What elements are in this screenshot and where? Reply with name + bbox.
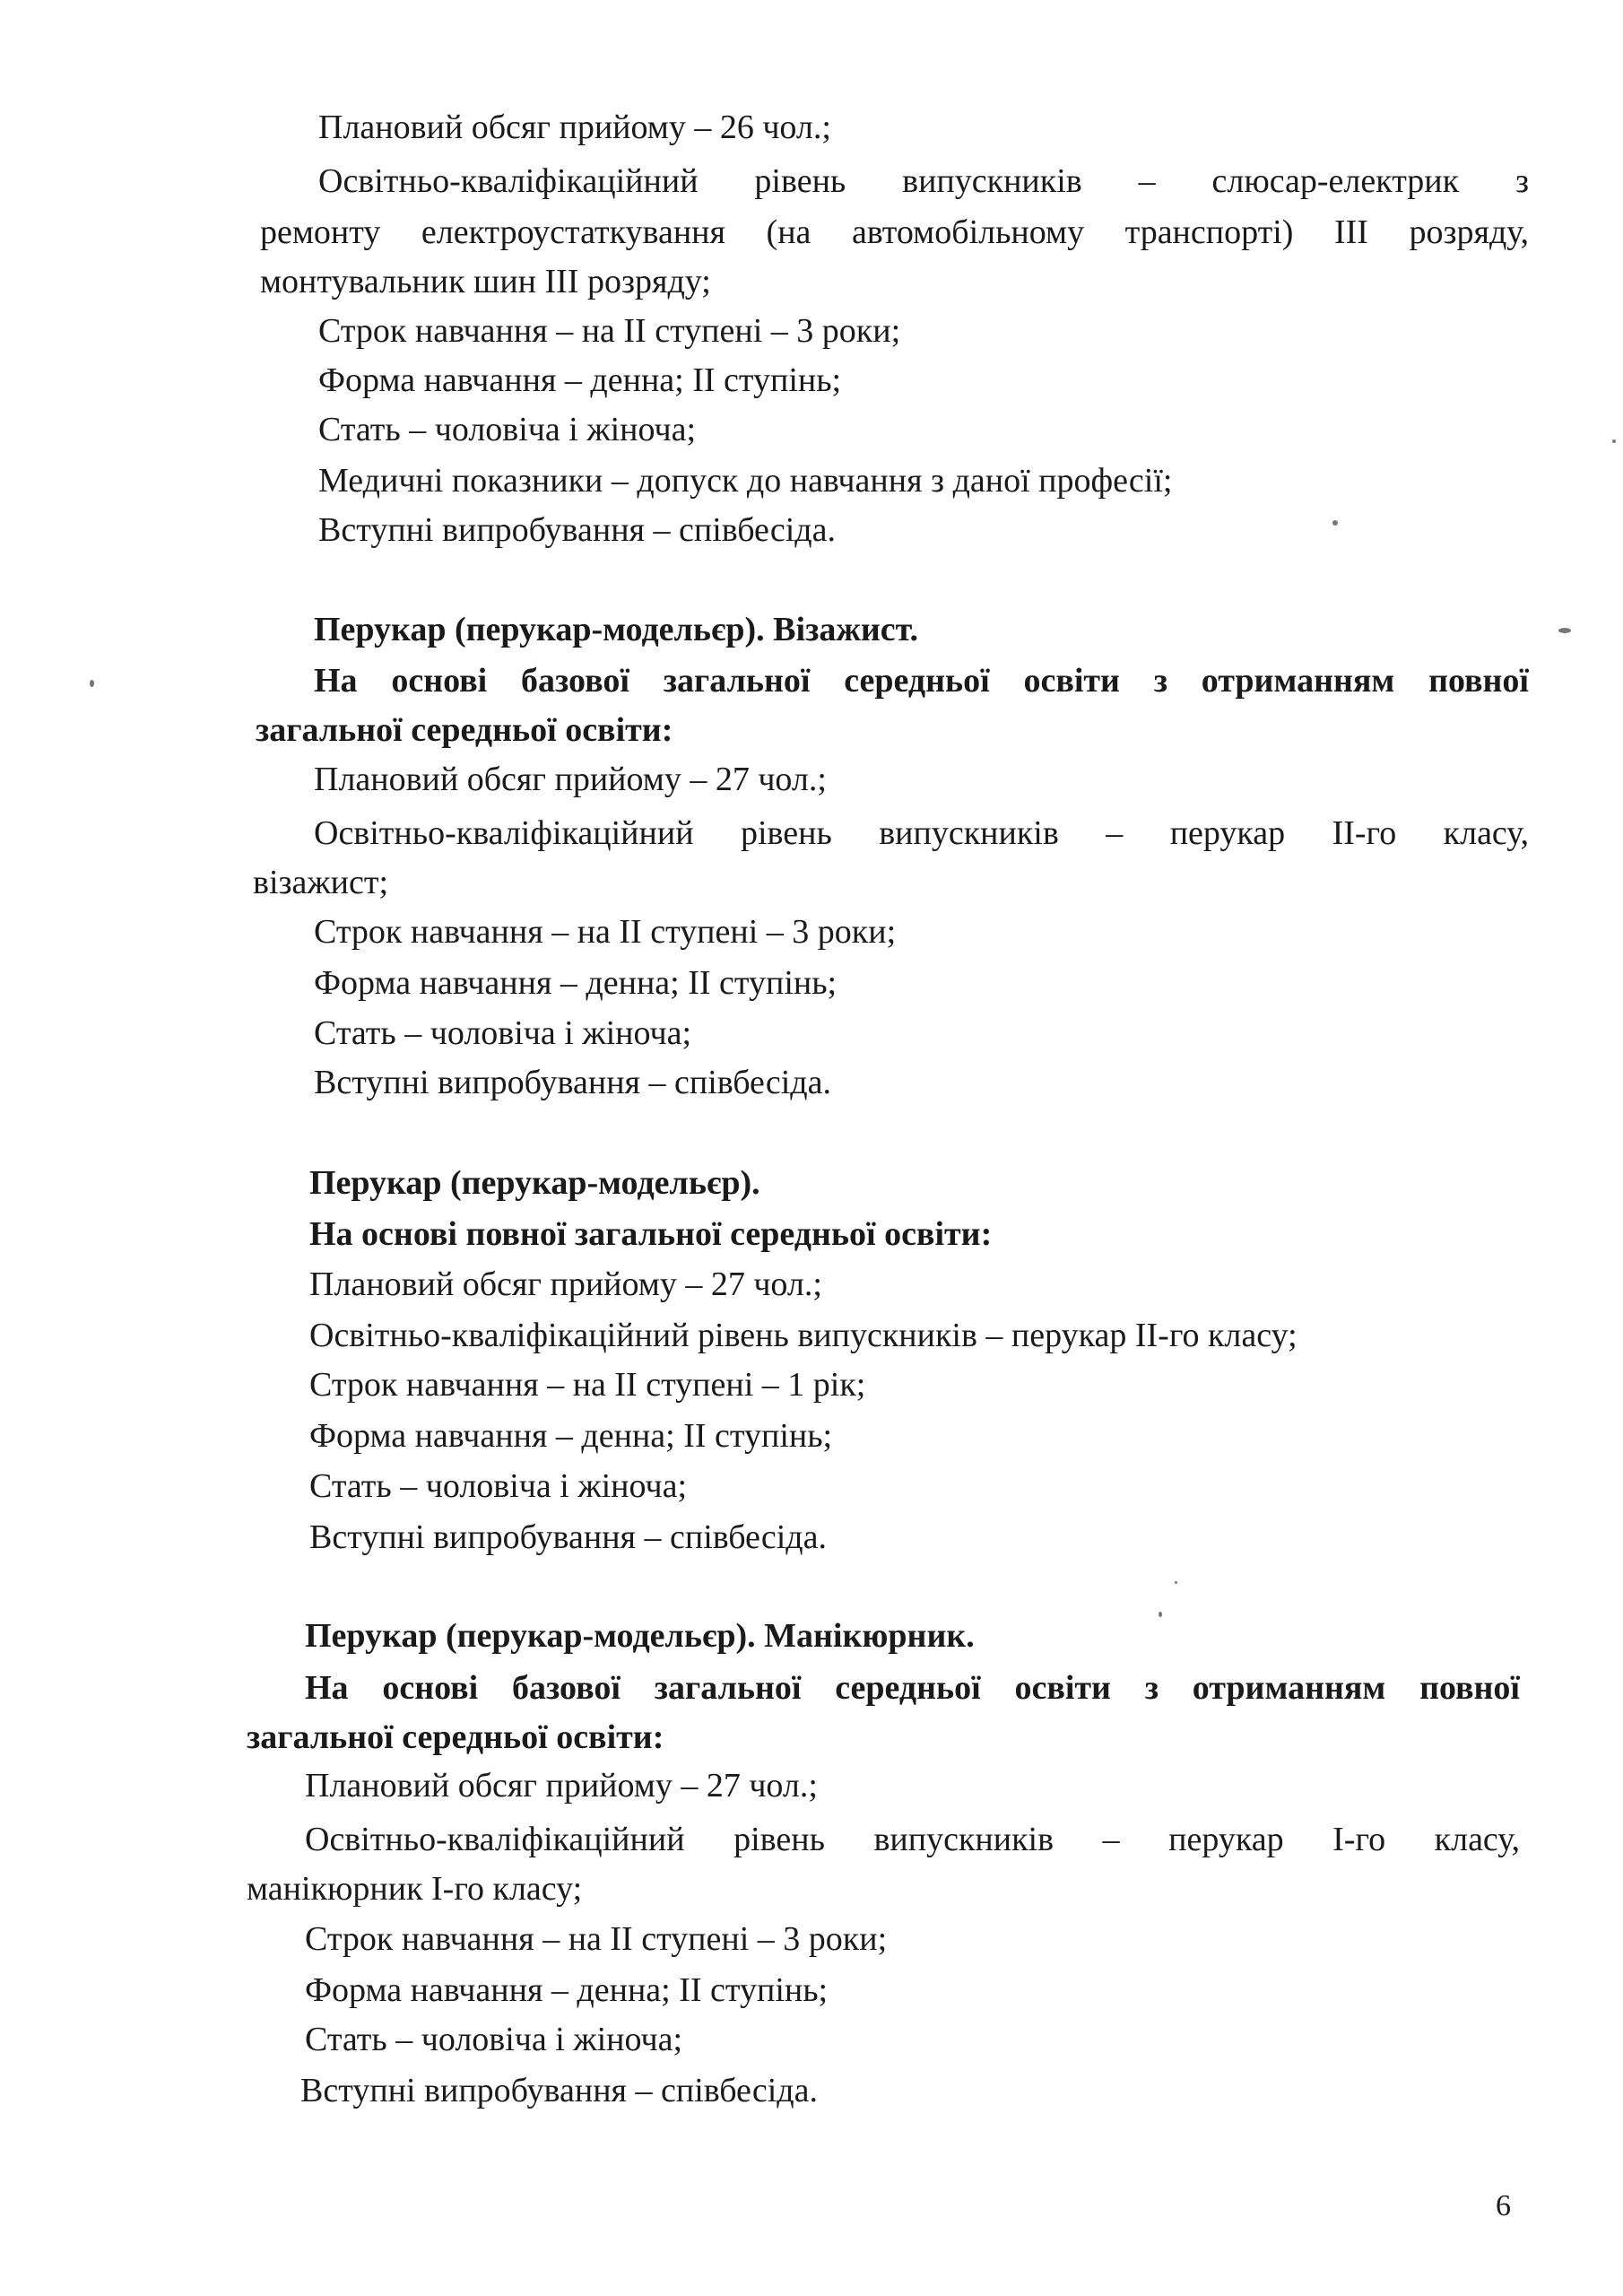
section-0-line: Плановий обсяг прийому – 26 чол.; bbox=[318, 109, 831, 146]
section-1-basis: На основі базової загальної середньої освіти з отриманням повної bbox=[314, 662, 1529, 700]
section-3-basis: На основі базової загальної середньої освіти з отриманням повної bbox=[305, 1669, 1520, 1707]
section-0-line: Освітньо-кваліфікаційний рівень випускників – слюсар-електрик з bbox=[318, 162, 1529, 200]
section-0-line: Вступні випробування – співбесіда. bbox=[318, 511, 836, 549]
section-2-line: Плановий обсяг прийому – 27 чол.; bbox=[309, 1265, 822, 1303]
section-3-line: Освітньо-кваліфікаційний рівень випускників – перукар І-го класу, bbox=[305, 1821, 1520, 1858]
section-3-line: Плановий обсяг прийому – 27 чол.; bbox=[305, 1767, 818, 1805]
section-1-line: Стать – чоловіча і жіноча; bbox=[314, 1014, 692, 1052]
section-0-line: ремонту електроустаткування (на автомобільному транспорті) ІІІ розряду, bbox=[260, 213, 1529, 251]
page-number: 6 bbox=[1496, 2189, 1511, 2222]
section-0-line: Строк навчання – на ІІ ступені – 3 роки; bbox=[318, 312, 901, 350]
scan-speck bbox=[1159, 1612, 1162, 1617]
section-1-line: Плановий обсяг прийому – 27 чол.; bbox=[314, 761, 827, 798]
section-3-basis-cont: загальної середньої освіти: bbox=[247, 1718, 664, 1756]
section-3-title: Перукар (перукар-модельєр). Манікюрник. bbox=[305, 1617, 975, 1655]
section-0-line: Медичні показники – допуск до навчання з даної професії; bbox=[318, 462, 1173, 500]
scan-speck bbox=[90, 680, 94, 687]
section-1-line: Строк навчання – на ІІ ступені – 3 роки; bbox=[314, 913, 897, 951]
section-1-line: Форма навчання – денна; ІІ ступінь; bbox=[314, 964, 838, 1002]
section-3-line: манікюрник І-го класу; bbox=[247, 1870, 583, 1908]
section-2-basis: На основі повної загальної середньої освіти: bbox=[309, 1215, 993, 1253]
section-1-line: візажист; bbox=[253, 864, 388, 901]
section-2-line: Освітньо-кваліфікаційний рівень випускників – перукар ІІ-го класу; bbox=[309, 1317, 1298, 1354]
scan-speck bbox=[1175, 1581, 1177, 1584]
section-1-basis-cont: загальної середньої освіти: bbox=[256, 711, 673, 749]
section-2-line: Строк навчання – на ІІ ступені – 1 рік; bbox=[309, 1366, 866, 1404]
section-2-line: Вступні випробування – співбесіда. bbox=[309, 1518, 827, 1556]
section-3-line: Стать – чоловіча і жіноча; bbox=[305, 2021, 683, 2058]
section-3-line: Вступні випробування – співбесіда. bbox=[300, 2072, 818, 2109]
section-1-title: Перукар (перукар-модельєр). Візажист. bbox=[314, 611, 918, 648]
scan-speck bbox=[1332, 520, 1338, 526]
section-3-line: Строк навчання – на ІІ ступені – 3 роки; bbox=[305, 1920, 888, 1958]
section-2-line: Стать – чоловіча і жіноча; bbox=[309, 1467, 688, 1505]
section-2-line: Форма навчання – денна; ІІ ступінь; bbox=[309, 1417, 833, 1455]
section-0-line: Форма навчання – денна; ІІ ступінь; bbox=[318, 361, 842, 399]
scan-speck bbox=[1612, 439, 1616, 443]
section-1-line: Вступні випробування – співбесіда. bbox=[314, 1064, 831, 1101]
section-1-line: Освітньо-кваліфікаційний рівень випускників – перукар ІІ-го класу, bbox=[314, 814, 1529, 852]
section-2-title: Перукар (перукар-модельєр). bbox=[309, 1164, 760, 1202]
scan-speck bbox=[1558, 628, 1571, 633]
section-0-line: монтувальник шин ІІІ розряду; bbox=[260, 263, 711, 300]
section-3-line: Форма навчання – денна; ІІ ступінь; bbox=[305, 1971, 829, 2009]
section-0-line: Стать – чоловіча і жіноча; bbox=[318, 411, 697, 448]
